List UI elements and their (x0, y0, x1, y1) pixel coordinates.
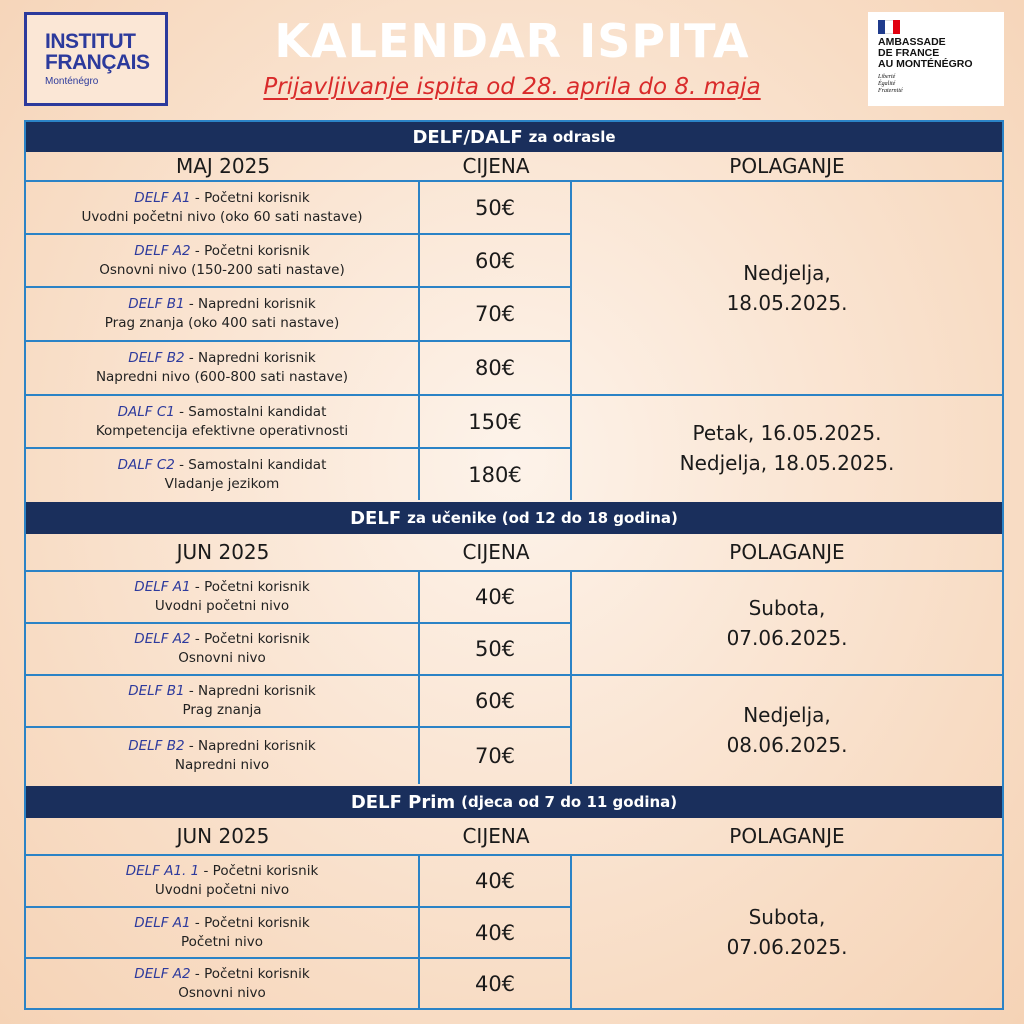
exam-desc: Napredni nivo (600-800 sati nastave) (95, 369, 349, 385)
exam-role: - Napredni korisnik (184, 350, 316, 366)
exam-code: DELF B2 (128, 738, 185, 754)
table-row (26, 728, 572, 784)
price-cell: 40€ (420, 572, 572, 624)
french-flag-icon (878, 20, 900, 34)
table-row (26, 288, 572, 342)
column-header-row (26, 818, 1002, 856)
exam-code: DELF A2 (134, 631, 191, 647)
exam-code: DELF A2 (134, 242, 191, 259)
exam-cell (26, 908, 420, 959)
col-price: CIJENA (462, 540, 530, 564)
date-line-1: Subota, (748, 596, 826, 620)
table-row (26, 676, 572, 728)
exam-role: - Napredni korisnik (184, 738, 316, 754)
ambassade-line-3: AU MONTÉNÉGRO (878, 58, 973, 70)
exam-cell (26, 676, 420, 728)
band-suffix: za učenike (od 12 do 18 godina) (407, 509, 678, 527)
exam-cell (26, 342, 420, 396)
price-cell: 180€ (420, 449, 572, 500)
date-line-1: Nedjelja, (743, 703, 831, 727)
exam-code: DELF A1. 1 (125, 863, 200, 879)
exam-desc: Osnovni nivo (178, 650, 266, 666)
exam-code: DELF B1 (128, 683, 185, 699)
col-date: POLAGANJE (729, 824, 845, 848)
band-suffix: (djeca od 7 do 11 godina) (461, 793, 678, 811)
price-cell: 50€ (420, 182, 572, 235)
exam-code: DELF A2 (134, 965, 191, 982)
exam-role: - Samostalni kandidat (174, 456, 327, 473)
exam-role: - Početni korisnik (190, 189, 310, 206)
date-line-2: 07.06.2025. (726, 626, 848, 650)
date-line-1: Nedjelja, (743, 261, 831, 285)
exam-cell (26, 182, 420, 235)
exam-role: - Početni korisnik (190, 965, 310, 982)
exam-desc: Početni nivo (180, 933, 264, 950)
band-title: DELF Prim (350, 791, 456, 813)
price-cell: 40€ (420, 908, 572, 959)
date-line-2: 18.05.2025. (726, 291, 848, 315)
exam-desc: Uvodni početni nivo (154, 882, 290, 898)
exam-desc: Uvodni početni nivo (oko 60 sati nastave) (81, 208, 363, 225)
ambassade-line-2: DE FRANCE (878, 47, 940, 59)
motto-1: Liberté (878, 74, 896, 80)
motto-3: Fraternité (878, 88, 903, 94)
table-row (26, 396, 572, 449)
exam-role: - Početni korisnik (190, 579, 310, 595)
exam-date-cell (572, 182, 1002, 396)
motto-2: Égalité (878, 81, 896, 87)
exam-code: DALF C2 (117, 456, 175, 473)
exam-cell (26, 396, 420, 449)
exam-calendar-table (24, 120, 1004, 1010)
exam-role: - Početni korisnik (190, 631, 310, 647)
table-row (26, 624, 572, 676)
table-row (26, 856, 572, 908)
exam-cell (26, 624, 420, 676)
price-cell: 40€ (420, 856, 572, 908)
table-row (26, 908, 572, 959)
band-title: DELF/DALF (412, 126, 523, 148)
col-price: CIJENA (462, 154, 530, 178)
exam-code: DALF C1 (117, 403, 175, 420)
logo-line-3: Monténégro (45, 76, 99, 87)
logo-line-2: FRANÇAIS (45, 51, 150, 74)
exam-code: DELF A1 (134, 579, 191, 595)
price-cell: 60€ (420, 235, 572, 288)
col-date: POLAGANJE (729, 540, 845, 564)
exam-code: DELF A1 (134, 189, 191, 206)
date-line-1: Petak, 16.05.2025. (692, 421, 882, 445)
page-title: KALENDAR ISPITA (274, 14, 750, 68)
exam-date-cell (572, 856, 1002, 1008)
exam-role: - Samostalni kandidat (174, 403, 327, 420)
exam-role: - Početni korisnik (199, 863, 319, 879)
exam-cell (26, 959, 420, 1008)
table-row (26, 182, 572, 235)
exam-desc: Uvodni početni nivo (154, 598, 290, 614)
band-title: DELF (350, 507, 402, 529)
exam-date-cell (572, 572, 1002, 676)
ambassade-line-1: AMBASSADE (878, 36, 946, 48)
table-row (26, 449, 572, 500)
exam-date-cell (572, 396, 1002, 500)
exam-desc: Prag znanja (oko 400 sati nastave) (104, 315, 340, 331)
exam-desc: Prag znanja (182, 702, 262, 718)
exam-role: - Napredni korisnik (184, 296, 316, 312)
exam-code: DELF B1 (128, 296, 185, 312)
col-month: JUN 2025 (176, 824, 270, 848)
exam-date-cell (572, 676, 1002, 784)
exam-desc: Napredni nivo (174, 757, 270, 773)
price-cell: 70€ (420, 288, 572, 342)
exam-cell (26, 728, 420, 784)
exam-cell (26, 572, 420, 624)
exam-desc: Vladanje jezikom (164, 475, 280, 492)
exam-cell (26, 288, 420, 342)
ambassade-logo (868, 12, 1004, 106)
exam-desc: Kompetencija efektivne operativnosti (95, 422, 349, 439)
price-cell: 40€ (420, 959, 572, 1008)
exam-cell (26, 235, 420, 288)
band-suffix: za odrasle (528, 128, 616, 146)
exam-role: - Početni korisnik (190, 914, 310, 931)
page-subtitle: Prijavljivanje ispita od 28. aprila do 8. maja (263, 74, 761, 100)
price-cell: 60€ (420, 676, 572, 728)
table-row (26, 235, 572, 288)
date-line-2: 08.06.2025. (726, 733, 848, 757)
date-line-1: Subota, (748, 905, 826, 929)
logo-line-1: INSTITUT (45, 30, 136, 53)
col-price: CIJENA (462, 824, 530, 848)
date-line-2: 07.06.2025. (726, 935, 848, 959)
exam-cell (26, 856, 420, 908)
column-header-row (26, 152, 1002, 182)
col-month: JUN 2025 (176, 540, 270, 564)
section-band-adults (26, 122, 1002, 152)
exam-code: DELF A1 (134, 914, 191, 931)
price-cell: 70€ (420, 728, 572, 784)
col-month: MAJ 2025 (175, 154, 271, 178)
table-row (26, 572, 572, 624)
table-row (26, 959, 572, 1008)
exam-cell (26, 449, 420, 500)
exam-desc: Osnovni nivo (150-200 sati nastave) (99, 261, 345, 278)
section-band-prim (26, 786, 1002, 818)
exam-code: DELF B2 (128, 350, 185, 366)
price-cell: 50€ (420, 624, 572, 676)
price-cell: 80€ (420, 342, 572, 396)
section-band-students (26, 502, 1002, 534)
exam-desc: Osnovni nivo (178, 984, 266, 1001)
date-line-2: Nedjelja, 18.05.2025. (679, 451, 895, 475)
exam-role: - Početni korisnik (190, 242, 310, 259)
price-cell: 150€ (420, 396, 572, 449)
col-date: POLAGANJE (729, 154, 845, 178)
table-row (26, 342, 572, 396)
column-header-row (26, 534, 1002, 572)
exam-role: - Napredni korisnik (184, 683, 316, 699)
